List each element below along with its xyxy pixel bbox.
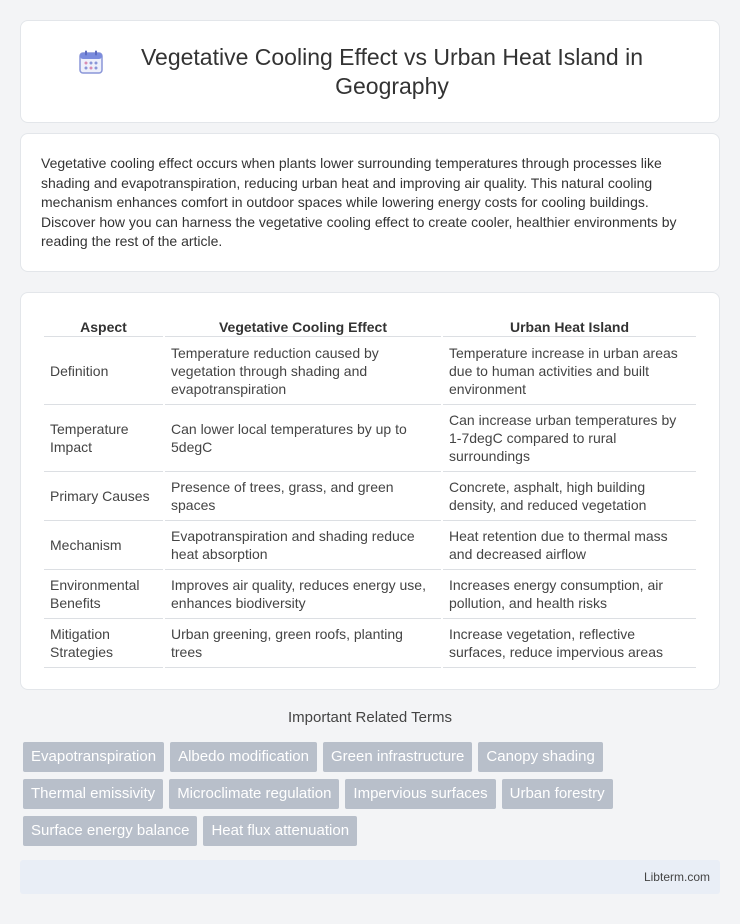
tag-evapotranspiration[interactable]: Evapotranspiration — [23, 742, 164, 772]
tag-albedo-modification[interactable]: Albedo modification — [170, 742, 317, 772]
row-urban-value: Heat retention due to thermal mass and decreased airflow — [443, 521, 696, 570]
page-title: Vegetative Cooling Effect vs Urban Heat Island in Geography — [140, 43, 644, 99]
calendar-icon — [78, 49, 104, 75]
row-urban-value: Increases energy consumption, air pollution, and health risks — [443, 570, 696, 619]
row-urban-value: Temperature increase in urban areas due to human activities and built environment — [443, 337, 696, 405]
tag-thermal-emissivity[interactable]: Thermal emissivity — [23, 779, 163, 809]
related-terms-title: Important Related Terms — [288, 709, 452, 726]
row-aspect: Environmental Benefits — [44, 570, 163, 619]
row-vegetative-value: Presence of trees, grass, and green spaces — [165, 472, 441, 521]
table-row — [44, 472, 696, 521]
row-aspect: Mechanism — [44, 521, 163, 570]
header-vegetative-cooling: Vegetative Cooling Effect — [165, 313, 441, 337]
tag-green-infrastructure[interactable]: Green infrastructure — [323, 742, 472, 772]
table-row — [44, 337, 696, 405]
header-urban-heat-island: Urban Heat Island — [443, 313, 696, 337]
header-aspect: Aspect — [44, 313, 163, 337]
comparison-table-card — [20, 292, 720, 690]
row-aspect: Primary Causes — [44, 472, 163, 521]
comparison-table — [42, 313, 698, 668]
row-urban-value: Concrete, asphalt, high building density, and reduced vegetation — [443, 472, 696, 521]
row-vegetative-value: Evapotranspiration and shading reduce heat absorption — [165, 521, 441, 570]
row-vegetative-value: Temperature reduction caused by vegetation through shading and evapotranspiration — [165, 337, 441, 405]
table-row — [44, 405, 696, 472]
intro-text: Vegetative cooling effect occurs when plants lower surrounding temperatures through processes like shading and evapotranspiration, reducing urban heat and improving air quality. This natural cooling mechanism enhances comfort in outdoor spaces while lowering energy costs for cooling buildings. Discover how you can harness the vegetative cooling effect to create cooler, healthier environments by reading the rest of the article. — [41, 155, 677, 249]
row-vegetative-value: Can lower local temperatures by up to 5degC — [165, 405, 441, 472]
tag-heat-flux-attenuation[interactable]: Heat flux attenuation — [203, 816, 357, 846]
row-aspect: Mitigation Strategies — [44, 619, 163, 668]
row-vegetative-value: Urban greening, green roofs, planting trees — [165, 619, 441, 668]
title-wrap — [70, 43, 670, 101]
tag-canopy-shading[interactable]: Canopy shading — [478, 742, 602, 772]
intro-card — [20, 133, 720, 272]
table-row — [44, 521, 696, 570]
footer-site-link[interactable]: Libterm.com — [643, 870, 710, 884]
table-row — [44, 619, 696, 668]
title-card — [20, 20, 720, 123]
row-aspect: Temperature Impact — [44, 405, 163, 472]
row-urban-value: Increase vegetation, reflective surfaces, reduce impervious areas — [443, 619, 696, 668]
table-row — [44, 570, 696, 619]
table-header-row — [44, 313, 696, 337]
tag-microclimate-regulation[interactable]: Microclimate regulation — [169, 779, 339, 809]
footer — [20, 860, 720, 894]
tag-impervious-surfaces[interactable]: Impervious surfaces — [345, 779, 495, 809]
row-aspect: Definition — [44, 337, 163, 405]
tag-surface-energy-balance[interactable]: Surface energy balance — [23, 816, 197, 846]
related-terms-tags — [23, 742, 723, 846]
row-vegetative-value: Improves air quality, reduces energy use, enhances biodiversity — [165, 570, 441, 619]
row-urban-value: Can increase urban temperatures by 1-7degC compared to rural surroundings — [443, 405, 696, 472]
tag-urban-forestry[interactable]: Urban forestry — [502, 779, 613, 809]
